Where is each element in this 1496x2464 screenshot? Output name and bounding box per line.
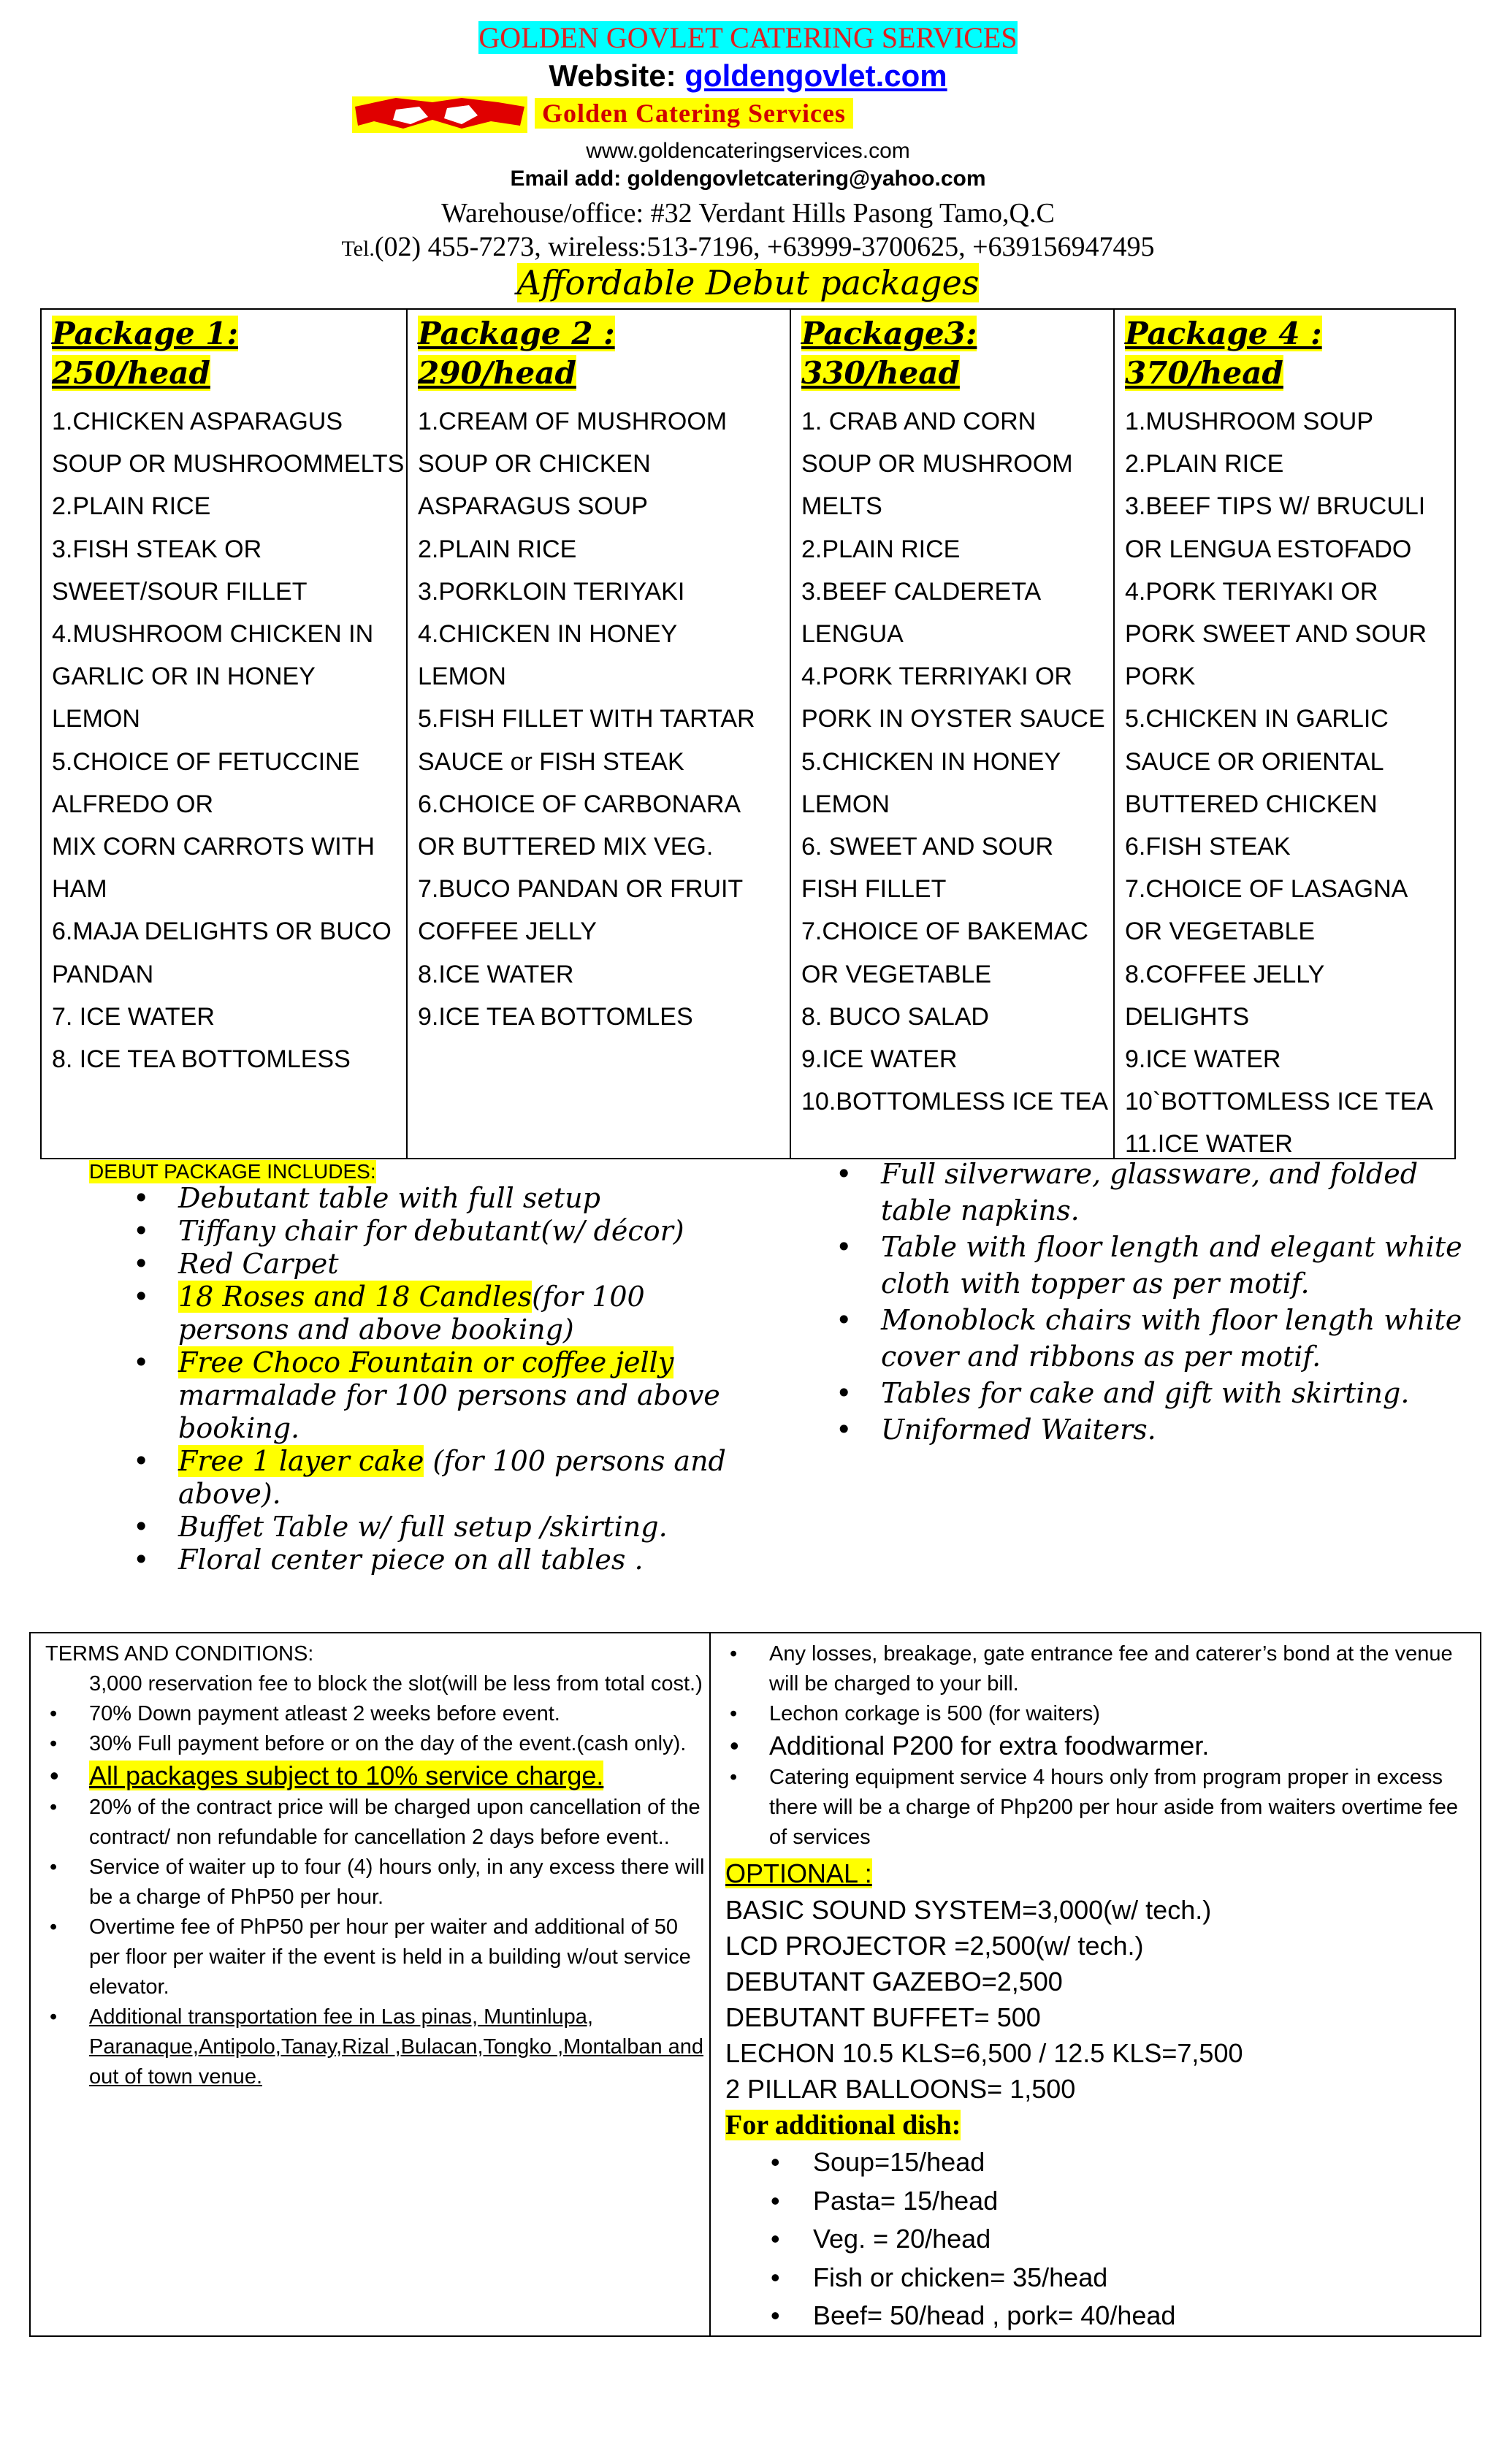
includes-list-right xyxy=(836,1156,1478,1448)
optional-column xyxy=(711,1633,1480,2335)
menu-item: SOUP OR CHICKEN xyxy=(418,450,651,478)
menu-item: 9.ICE WATER xyxy=(1125,1045,1281,1074)
menu-item: 6. SWEET AND SOUR xyxy=(801,833,1054,861)
menu-item: SWEET/SOUR FILLET xyxy=(52,577,308,606)
office-address: Warehouse/office: #32 Verdant Hills Pasong Tamo,Q.C xyxy=(441,198,1055,229)
transport-fee-item: • Additional transportation fee in Las pinas, Muntinlupa, Paranaque,Antipolo,Tanay,Rizal ,Bulacan,Tongko ,Montalban and out of town venue. xyxy=(45,2002,709,2092)
menu-item: LEMON xyxy=(52,705,140,733)
website-label: Website: xyxy=(549,58,685,93)
terms-item: • Any losses, breakage, gate entrance fee and caterer’s bond at the venue will be charged to your bill. xyxy=(725,1639,1480,1699)
package-column-1 xyxy=(42,310,408,1158)
optional-item: DEBUTANT GAZEBO=2,500 xyxy=(725,1967,1063,1996)
menu-item: 7.BUCO PANDAN OR FRUIT xyxy=(418,875,744,904)
company-name-text: GOLDEN GOVLET CATERING SERVICES xyxy=(478,21,1018,54)
package-column-3 xyxy=(791,310,1115,1158)
terms-items xyxy=(45,1699,709,2002)
include-text: (for 100 persons and above). xyxy=(178,1445,726,1510)
menu-item: 2.PLAIN RICE xyxy=(1125,450,1284,478)
menu-item: DELIGHTS xyxy=(1125,1002,1250,1031)
menu-item: 4.CHICKEN IN HONEY xyxy=(418,620,678,649)
dish-item: • Soup=15/head xyxy=(725,2143,1480,2182)
menu-item: 5.FISH FILLET WITH TARTAR xyxy=(418,705,755,733)
tel-prefix: Tel. xyxy=(341,237,375,261)
include-item: • Tables for cake and gift with skirting. xyxy=(836,1375,1478,1411)
menu-item: PORK SWEET AND SOUR xyxy=(1125,620,1427,649)
menu-item: 7.CHOICE OF LASAGNA xyxy=(1125,875,1408,904)
include-item: • Table with floor length and elegant white cloth with topper as per motif. xyxy=(836,1229,1478,1302)
menu-item: HAM xyxy=(52,875,107,904)
website-2: www.goldencateringservices.com xyxy=(586,139,910,163)
include-text: Tiffany chair for debutant(w/ décor) xyxy=(178,1215,684,1247)
package-title: Package 1: 250/head xyxy=(52,316,238,391)
additional-dish-title: For additional dish: xyxy=(725,2110,961,2140)
dish-item: • Fish or chicken= 35/head xyxy=(725,2259,1480,2297)
optional-items xyxy=(725,1892,1480,2107)
package-title: Package3: 330/head xyxy=(801,316,977,391)
terms-item: • Overtime fee of PhP50 per hour per waiter and additional of 50 per floor per waiter if the event is held in a building w/out service elevator. xyxy=(45,1912,709,2002)
company-logo xyxy=(352,92,1090,134)
menu-item: LEMON xyxy=(801,790,890,818)
menu-item: 6.FISH STEAK xyxy=(1125,833,1291,861)
terms-table xyxy=(29,1632,1481,2337)
optional-title: OPTIONAL : xyxy=(725,1858,872,1888)
optional-item: 2 PILLAR BALLOONS= 1,500 xyxy=(725,2074,1076,2104)
logo-emblem-icon xyxy=(352,92,527,134)
menu-item: 3.BEEF TIPS W/ BRUCULI xyxy=(1125,492,1426,521)
include-item xyxy=(133,1182,747,1215)
menu-item: 6.MAJA DELIGHTS OR BUCO xyxy=(52,918,392,946)
menu-item: PORK xyxy=(1125,663,1196,691)
includes-label: DEBUT PACKAGE INCLUDES: xyxy=(89,1160,376,1183)
include-item xyxy=(133,1544,747,1576)
menu-item: COFFEE JELLY xyxy=(418,918,597,946)
include-text: (for 100 persons and above booking) xyxy=(178,1281,645,1346)
menu-item: 8.ICE WATER xyxy=(418,960,574,988)
menu-item: LEMON xyxy=(418,663,506,691)
menu-item: 4.MUSHROOM CHICKEN IN xyxy=(52,620,374,649)
menu-item: 7.CHOICE OF BAKEMAC xyxy=(801,918,1088,946)
packages-table xyxy=(40,308,1456,1159)
menu-item: LENGUA xyxy=(801,620,904,649)
menu-item: 1.CHICKEN ASPARAGUS xyxy=(52,408,343,435)
package-column-4 xyxy=(1115,310,1454,1158)
menu-item: MIX CORN CARROTS WITH xyxy=(52,833,375,861)
optional-item: LECHON 10.5 KLS=6,500 / 12.5 KLS=7,500 xyxy=(725,2038,1243,2068)
package-items xyxy=(1125,400,1444,1166)
package-column-2 xyxy=(408,310,791,1158)
tel-numbers: (02) 455-7273, wireless:513-7196, +63999-3700625, +639156947495 xyxy=(374,232,1155,262)
website-line xyxy=(0,58,1496,94)
menu-item: 6.CHOICE OF CARBONARA xyxy=(418,790,741,818)
menu-item: 1. CRAB AND CORN xyxy=(801,408,1037,435)
menu-item: OR BUTTERED MIX VEG. xyxy=(418,833,714,861)
menu-item: 5.CHICKEN IN HONEY xyxy=(801,747,1061,776)
website-link[interactable]: goldengovlet.com xyxy=(684,58,947,93)
menu-item: OR VEGETABLE xyxy=(801,960,992,988)
menu-item: SAUCE OR ORIENTAL xyxy=(1125,747,1384,776)
terms-item xyxy=(45,1759,709,1793)
terms-item: • Lechon corkage is 500 (for waiters) xyxy=(725,1699,1480,1729)
include-item xyxy=(133,1445,747,1511)
include-text: marmalade for 100 persons and above booking. xyxy=(178,1379,720,1444)
include-item: • Full silverware, glassware, and folded table napkins. xyxy=(836,1156,1478,1229)
package-items xyxy=(52,400,405,1080)
menu-item: 3.BEEF CALDERETA xyxy=(801,577,1042,606)
menu-item: OR LENGUA ESTOFADO xyxy=(1125,535,1412,563)
menu-item: FISH FILLET xyxy=(801,875,947,904)
menu-item: 8. ICE TEA BOTTOMLESS xyxy=(52,1045,351,1074)
menu-item: ALFREDO OR xyxy=(52,790,214,818)
menu-item: 5.CHICKEN IN GARLIC xyxy=(1125,705,1389,733)
menu-item: SOUP OR MUSHROOM xyxy=(801,450,1073,478)
page-title xyxy=(0,263,1496,302)
terms-item: • Service of waiter up to four (4) hours only, in any excess there will be a charge of PhP50 per hour. xyxy=(45,1853,709,1912)
menu-item: 1.CREAM OF MUSHROOM xyxy=(418,408,728,435)
dish-items xyxy=(725,2143,1480,2335)
terms-item: • 20% of the contract price will be charged upon cancellation of the contract/ non refundable for cancellation 2 days before event.. xyxy=(45,1793,709,1853)
menu-item: 5.CHOICE OF FETUCCINE xyxy=(52,747,360,776)
menu-item: OR VEGETABLE xyxy=(1125,918,1316,946)
include-text: Red Carpet xyxy=(178,1248,339,1280)
terms-title: TERMS AND CONDITIONS: xyxy=(45,1642,314,1666)
include-highlight: Free 1 layer cake xyxy=(178,1445,424,1477)
menu-item: PORK IN OYSTER SAUCE xyxy=(801,705,1105,733)
includes-list-left xyxy=(133,1182,747,1576)
menu-item: 4.PORK TERRIYAKI OR xyxy=(801,663,1072,691)
menu-item: 1.MUSHROOM SOUP xyxy=(1125,408,1374,435)
terms-item: • 30% Full payment before or on the day of the event.(cash only). xyxy=(45,1729,709,1759)
terms-first-item: 3,000 reservation fee to block the slot(will be less from total cost.) xyxy=(89,1672,703,1696)
menu-item: 10`BOTTOMLESS ICE TEA xyxy=(1125,1088,1433,1116)
dish-item: • Beef= 50/head , pork= 40/head xyxy=(725,2297,1480,2335)
include-item xyxy=(133,1511,747,1544)
terms-column xyxy=(31,1633,711,2335)
include-item xyxy=(133,1215,747,1248)
company-name xyxy=(0,20,1496,55)
include-item: • Monoblock chairs with floor length white cover and ribbons as per motif. xyxy=(836,1302,1478,1375)
terms-right-items xyxy=(725,1639,1480,1853)
package-items xyxy=(801,400,1109,1123)
menu-item: 11.ICE WATER xyxy=(1125,1130,1293,1159)
package-items xyxy=(418,400,779,1038)
package-title: Package 2 : 290/head xyxy=(418,316,615,391)
terms-item: • Catering equipment service 4 hours only from program proper in excess there will be a charge of Php200 per hour aside from waiters overtime fee of services xyxy=(725,1763,1480,1853)
menu-item: SOUP OR MUSHROOMMELTS xyxy=(52,450,405,478)
menu-item: BUTTERED CHICKEN xyxy=(1125,790,1378,818)
logo-text: Golden Catering Services xyxy=(535,98,853,129)
menu-item: 2.PLAIN RICE xyxy=(52,492,211,521)
terms-item: • 70% Down payment atleast 2 weeks before event. xyxy=(45,1699,709,1729)
include-highlight: 18 Roses and 18 Candles xyxy=(178,1281,533,1313)
menu-item: 8. BUCO SALAD xyxy=(801,1002,989,1031)
include-text: Debutant table with full setup xyxy=(178,1182,600,1214)
menu-item: MELTS xyxy=(801,492,882,521)
terms-item: • Additional P200 for extra foodwarmer. xyxy=(725,1729,1480,1763)
menu-item: 4.PORK TERIYAKI OR xyxy=(1125,577,1378,606)
include-text: Buffet Table w/ full setup /skirting. xyxy=(178,1511,668,1543)
menu-item: 8.COFFEE JELLY xyxy=(1125,960,1325,988)
include-highlight: Free Choco Fountain or coffee jelly xyxy=(178,1346,674,1378)
optional-item: LCD PROJECTOR =2,500(w/ tech.) xyxy=(725,1931,1144,1961)
include-item xyxy=(133,1346,747,1445)
menu-item: GARLIC OR IN HONEY xyxy=(52,663,316,691)
menu-item: 9.ICE WATER xyxy=(801,1045,958,1074)
menu-item: ASPARAGUS SOUP xyxy=(418,492,648,521)
menu-item: 9.ICE TEA BOTTOMLES xyxy=(418,1002,693,1031)
menu-item: 7. ICE WATER xyxy=(52,1002,215,1031)
email-address: Email add: goldengovletcatering@yahoo.com xyxy=(510,167,986,191)
menu-item: 10.BOTTOMLESS ICE TEA xyxy=(801,1088,1109,1116)
optional-item: BASIC SOUND SYSTEM=3,000(w/ tech.) xyxy=(725,1895,1212,1925)
dish-item: • Pasta= 15/head xyxy=(725,2182,1480,2221)
menu-item: SAUCE or FISH STEAK xyxy=(418,747,684,776)
dish-item: • Veg. = 20/head xyxy=(725,2220,1480,2259)
menu-item: 2.PLAIN RICE xyxy=(801,535,961,563)
terms-highlight: All packages subject to 10% service charge. xyxy=(89,1761,604,1790)
page-title-text: Affordable Debut packages xyxy=(516,263,980,302)
menu-item: 2.PLAIN RICE xyxy=(418,535,577,563)
menu-item: 3.FISH STEAK OR xyxy=(52,535,262,563)
telephone-line xyxy=(0,231,1496,263)
include-item xyxy=(133,1248,747,1281)
menu-item: 3.PORKLOIN TERIYAKI xyxy=(418,577,685,606)
include-item xyxy=(133,1281,747,1346)
package-title: Package 4 : 370/head xyxy=(1125,316,1322,391)
include-text: Floral center piece on all tables . xyxy=(178,1544,644,1576)
menu-item: PANDAN xyxy=(52,960,154,988)
optional-item: DEBUTANT BUFFET= 500 xyxy=(725,2002,1041,2032)
include-item: • Uniformed Waiters. xyxy=(836,1411,1478,1448)
